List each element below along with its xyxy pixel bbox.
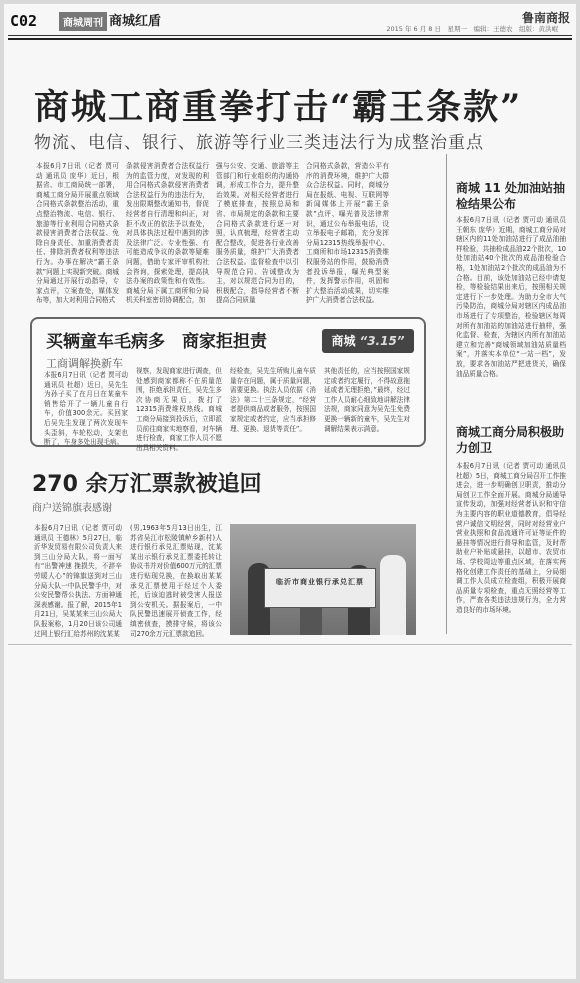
lead-body-col-4: 合同格式条款，营造公平有序的消费环境，维护广大群众合法权益。同时，商城分局在报纸、电视、互联网等新闻媒体上开展“霸王条款”点评、曝光普及法律常识，通过公布举报电话，设立举报电子邮箱，充分发挥分局12315热线举报中心、工商所和市场12315消费维权服务站的作用，鼓励消费者投诉举报，曝光典型案件，发挥警示作用，巩固和扩大整治活动成果，切实维护广大消费者合法权益。 — [306, 162, 389, 305]
box-subheadline: 工商调解换新车 — [46, 357, 123, 370]
check-banner — [264, 568, 376, 608]
header-rule-thick — [8, 38, 572, 40]
badge-label: “3.15” — [359, 334, 405, 348]
newspaper-name: 鲁南商报 — [521, 11, 570, 25]
newspaper-page — [4, 4, 576, 979]
story270-subheadline: 商户送锦旗表感谢 — [32, 503, 112, 514]
sidebar-story2-title: 商城工商分局积极助力创卫 — [456, 425, 565, 455]
sidebar-story1-title: 商城 11 处加油站抽检结果公布 — [456, 181, 566, 211]
story270-headline: 270 余万汇票款被追回 — [32, 472, 262, 497]
story270-body-col-2: (男,1963年5月13日出生，江苏省吴江市松陵镇鲈乡新村)人进行银行承兑汇票贴现，沈某某出示银行承兑汇票委托转让协议书并对价值600万元的汇票进行贴现兑换，在换取出某某承兑汇票使用于经过个人委托，后该迫逃时被受害人报送到公安机关。据报案后，一中队民警迅速展开侦查工作，经缜密侦查，摸排守候，将该公司270余万元汇票款追回。 — [130, 524, 222, 638]
story270-body-col-1: 本报6月7日讯（记者 贾可动 通讯员 王德林）5月27日，临沂华发贸易有限公司负责人来到三山分局大队，将一面写有“出警神速 挽损失，不辞辛劳暖人心”的锦旗送到对三山分局大队一中队民警手中，对公安民警帮公执法、方面神通深表感谢。报了解，2015年1月21日，吴某某来三山公局大队报案称，1月20日该公司通过网上银行汇给苏州的沈某某 — [34, 524, 122, 638]
badge-prefix: 商城 — [331, 334, 356, 348]
page-number: C02 — [10, 12, 38, 30]
column-name: 商城红盾 — [109, 14, 162, 29]
box-body-col-3: 经检查，吴先生所购儿童车质量存在问题，属于质量问题，需要更换。执法人员依据《消法》第二十三条规定，“经营者提供商品或者服务，按照国家规定或者约定，应当承担修理、更换、退货等责任”。 — [230, 367, 316, 433]
lead-body-col-1: 本报6月7日讯（记者 贾可动 通讯员 庞华）近日，根据省、市工商局统一部署，商城工商分局开展重点领域合同格式条款整治活动，重点整治物流、电信、银行、旅游等行业利用合同格式条款侵害消费者合法权益、免除自身责任、加重消费者责任、排除消费者权利等违法行为。办事在解决“霸王条款”问题上实现新突破。商城分局通过开展行动指导，专家点评，立案查处，媒体发布等，加大对利用合同格式 — [36, 162, 119, 305]
box-body-col-2: 视察，发现商家进行调查，但处感到商家都称不在质量范围，拒绝承担责任，吴先生多次协商无果后，拨打了12315消费维权热线。商城工商分局接到投诉后，立即派员前往商家实地察看，对车辆进行检查，商家工作人员不愿出具相关资料。 — [136, 367, 222, 452]
check-banner-text: 临沂市商业银行承兑汇票 — [276, 578, 364, 586]
column-tag: 商城周刊 — [59, 12, 107, 31]
header-rule — [8, 35, 572, 36]
award-banner-photo — [230, 524, 416, 635]
box-body-col-1: 本报6月7日讯（记者 贾可动 通讯员 杜超）近日，吴先生为孙子买了在月日在某童车销售给开了一辆儿童自行车，价值300余元。买回家后吴先生发现了两次发现车头歪斜，车轮松动，支架也断了，车身多处出现毛病。 — [44, 371, 128, 447]
sidebar-story1-body: 本报6月7日讯（记者 贾可动 通讯员 王朝东 庞华）近期，商城工商分局对辖区内的11处加油站进行了成品油抽样检验，共抽检成品油22个批次，10处加油站40个批次的成品油检验合格，1处加油站2个批次的成品油为不合格。目前，该处加油站已经申请复检，等检验结果出来后，按照相关规定进行下一步处理。为助力全市大气污染防治，商城分局对辖区内成品油市场进行了专项整治，检验辖区每周对所有加油站的加油站进行抽样，强化监督、检查，为辖区内所有加油站建立和完善“商城领域加油站质量档案”，并落实本单位“一站一档”，发放，要求各加油站严把进货关，确保油品质量合格。 — [456, 216, 566, 378]
content-end-rule — [8, 644, 572, 645]
315-badge — [322, 329, 414, 353]
person-figure — [380, 555, 406, 635]
sidebar-story2-body: 本报6月7日讯（记者 贾可动 通讯员 杜超）5日，商城工商分局召开工作推进会，进一步明确创卫职责，推动分局创卫工作全面开展。商城分局通导宣传发动，加强对经营者认识和守信为主要内容的职业道德教育，倡导经营户诚信文明经营，同时对经营业户营业执照和食品流通许可证等证件的悬挂等情况进行督导和监管，及时帮助业户补贴或悬挂，以超市、农贸市场、学校周边等重点区域，在落实两格化创建工作责任的基础上，分局细调工作人员成立检查组，积极开展商品质量专项检查，重点无照经营等工作，严查各类违法违规行为，全力营造良好的市场环境。 — [456, 462, 566, 614]
issue-meta: 2015 年 6 月 8 日 星期一 编辑：王德农 组版：黄洪岷 — [386, 25, 558, 33]
consumer-complaint-box — [30, 317, 426, 452]
box-body-col-4: 其他责任的，应当按照国家规定或者约定履行，不得故意拖延或者无理拒绝，”最终，经过工作人员耐心细致地讲解法律法规，商家同意为吴先生免费更换一辆新的童车，吴先生对调解结果表示满意。 — [324, 367, 410, 433]
lead-headline: 商城工商重拳打击“霸王条款” — [34, 87, 523, 128]
lead-body-col-2: 条款侵害消费者合法权益行为的监管力度，对发现的利用合同格式条款侵害消费者合法权益行为的违法行为，发出限期整改通知书，督促经营者自行清理和纠正，对拒不改正的依法予以查处，对具体执法过程中遇到的涉及法律广泛、专业性强、有可能造成争议的条款等疑难问题，借助专家评审机构社会咨询，探索处理，提高执法办案的政策性和有效性。商城分局下属工商所和分局机关科室密切协调配合，加 — [126, 162, 209, 305]
box-headline: 买辆童车毛病多 商家拒担责 — [46, 332, 267, 352]
sidebar-divider — [446, 154, 447, 634]
lead-body-col-3: 强与公安、交通、旅游等主管部门和行业组织的沟通协调，形成工作合力，提升整治效果。对相关经营者进行了模底排查，按照总局和省、市局规定的条款和主要合同格式条款进行逐一对照，认真梳理，经营者主动配合整改，促进各行业改善服务质量，维护广大消费者合法权益。监督检查中以引导规范合同、告诫整改为主，对以规范合同为目的，积极配合，指导经营者不断提高合同质量 — [216, 162, 299, 305]
lead-subheadline: 物流、电信、银行、旅游等行业三类违法行为成整治重点 — [34, 133, 484, 153]
masthead — [4, 4, 576, 32]
